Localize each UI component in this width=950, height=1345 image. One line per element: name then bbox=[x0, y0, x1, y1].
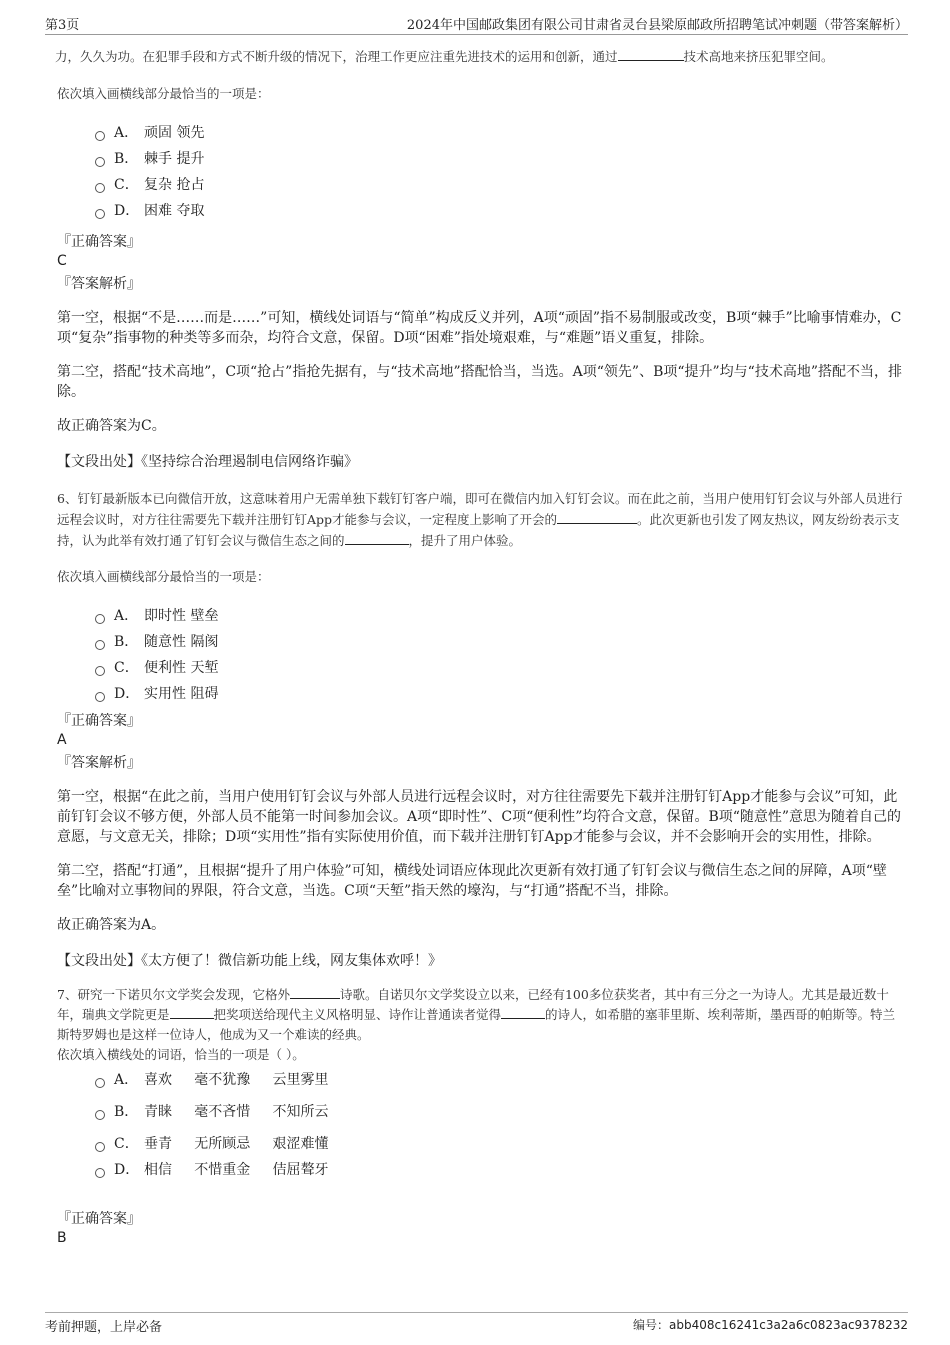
radio-icon[interactable] bbox=[95, 1142, 105, 1152]
radio-icon[interactable] bbox=[95, 692, 105, 702]
option-c[interactable]: C． 垂青 无所顾忌 艰涩难懂 bbox=[95, 1131, 905, 1157]
question-prompt: 依次填入画横线部分最恰当的一项是： bbox=[57, 569, 270, 584]
answer-label: 『正确答案』 bbox=[57, 234, 141, 250]
analysis-conclusion: 故正确答案为A。 bbox=[57, 917, 166, 933]
page-header bbox=[45, 12, 908, 35]
radio-icon[interactable] bbox=[95, 183, 105, 193]
answer-label: 『正确答案』 bbox=[57, 1211, 141, 1227]
question-7 bbox=[57, 985, 905, 1247]
radio-icon[interactable] bbox=[95, 157, 105, 167]
analysis-label: 『答案解析』 bbox=[57, 276, 141, 292]
analysis-paragraph: 第一空，根据“不是……而是……”可知，横线处词语与“简单”构成反义并列，A项“顽固”指不易制服或改变，B项“棘手”比喻事情难办，C项“复杂”指事物的种类等多而杂，均符合文意，保留。D项“困难”指处境艰难，与“难题”语义重复，排除。 bbox=[57, 310, 902, 346]
answer-label: 『正确答案』 bbox=[57, 713, 141, 729]
option-d[interactable]: D． 实用性 阻碍 bbox=[95, 681, 905, 707]
question-prompt: 依次填入横线处的词语，恰当的一项是（ ）。 bbox=[57, 1047, 305, 1062]
document-title: 2024年中国邮政集团有限公司甘肃省灵台县梁原邮政所招聘笔试冲刺题（带答案解析） bbox=[406, 18, 908, 33]
option-b[interactable]: B． 随意性 隔阂 bbox=[95, 629, 905, 655]
analysis-paragraph: 第二空，搭配“技术高地”，C项“抢占”指抢先据有，与“技术高地”搭配恰当，当选。A项“领先”、B项“提升”均与“技术高地”搭配不当，排除。 bbox=[57, 364, 902, 400]
question-text: 7、研究一下诺贝尔文学奖会发现，它格外 诗歌。自诺贝尔文学奖设立以来，已经有100多位获奖者，其中有三分之一为诗人。尤其是最近数十年，瑞典文学院更是 把奖项送给现代主义风格明显、诗作让普通读者觉得 的诗人，如希腊的塞菲里斯、埃利蒂斯，墨西哥的帕斯等。特兰斯特罗姆也是这样一位诗人，他成为又一个难读的经典。 bbox=[57, 987, 896, 1042]
option-d[interactable]: D． 相信 不惜重金 佶屈聱牙 bbox=[95, 1157, 905, 1183]
analysis-paragraph: 第二空，搭配“打通”，且根据“提升了用户体验”可知，横线处词语应体现此次更新有效打通了钉钉会议与微信生态之间的屏障，A项“壁垒”比喻对立事物间的界限，符合文意，当选。C项“天堑”指天然的壕沟，与“打通”搭配不当，排除。 bbox=[57, 863, 887, 899]
question-prompt: 依次填入画横线部分最恰当的一项是： bbox=[57, 86, 270, 101]
source-citation: 【文段出处】《太方便了！微信新功能上线，网友集体欢呼！》 bbox=[57, 953, 442, 969]
option-a[interactable]: A． 喜欢 毫不犹豫 云里雾里 bbox=[95, 1067, 905, 1093]
page-number: 第3页 bbox=[45, 18, 80, 33]
question-text: 6、钉钉最新版本已向微信开放，这意味着用户无需单独下载钉钉客户端，即可在微信内加入钉钉会议。而在此之前，当用户使用钉钉会议与外部人员进行远程会议时，对方往往需要先下载并注册钉钉App才能参与会议，一定程度上影响了开会的 。此次更新也引发了网友热议，网友纷纷表示支持，认为此举有效打通了钉钉会议与微信生态之间的 ，提升了用户体验。 bbox=[57, 491, 903, 548]
page-content bbox=[57, 40, 905, 1247]
document-id: 编号：abb408c16241c3a2a6c0823ac9378232 bbox=[632, 1318, 908, 1332]
option-b[interactable]: B． 棘手 提升 bbox=[95, 146, 905, 172]
option-d[interactable]: D． 困难 夺取 bbox=[95, 198, 905, 224]
footer-slogan: 考前押题，上岸必备 bbox=[45, 1320, 163, 1335]
question-6 bbox=[57, 488, 905, 971]
question-5 bbox=[57, 46, 905, 472]
answer-value: B bbox=[57, 1230, 67, 1246]
radio-icon[interactable] bbox=[95, 209, 105, 219]
options-list bbox=[95, 120, 905, 224]
radio-icon[interactable] bbox=[95, 1110, 105, 1120]
options-list bbox=[95, 603, 905, 707]
option-b[interactable]: B． 青睐 毫不吝惜 不知所云 bbox=[95, 1099, 905, 1125]
page-footer bbox=[45, 1312, 908, 1337]
answer-value: A bbox=[57, 732, 67, 748]
analysis-label: 『答案解析』 bbox=[57, 755, 141, 771]
analysis-paragraph: 第一空，根据“在此之前，当用户使用钉钉会议与外部人员进行远程会议时，对方往往需要先下载并注册钉钉App才能参与会议”可知，此前钉钉会议不够方便，外部人员不能第一时间参加会议。A项“即时性”、C项“便利性”均符合文意，保留。B项“随意性”意思为随着自己的意愿，与文意无关，排除；D项“实用性”指有实际使用价值，而下载并注册钉钉App才能参与会议，并不会影响开会的实用性，排除。 bbox=[57, 789, 902, 845]
radio-icon[interactable] bbox=[95, 1168, 105, 1178]
radio-icon[interactable] bbox=[95, 666, 105, 676]
option-c[interactable]: C． 便利性 天堑 bbox=[95, 655, 905, 681]
radio-icon[interactable] bbox=[95, 1078, 105, 1088]
option-a[interactable]: A． 即时性 壁垒 bbox=[95, 603, 905, 629]
radio-icon[interactable] bbox=[95, 640, 105, 650]
source-citation: 【文段出处】《坚持综合治理遏制电信网络诈骗》 bbox=[57, 454, 358, 470]
radio-icon[interactable] bbox=[95, 131, 105, 141]
option-c[interactable]: C． 复杂 抢占 bbox=[95, 172, 905, 198]
question-text: 力，久久为功。在犯罪手段和方式不断升级的情况下，治理工作更应注重先进技术的运用和创新，通过 技术高地来挤压犯罪空间。 bbox=[55, 49, 834, 64]
analysis-conclusion: 故正确答案为C。 bbox=[57, 418, 166, 434]
option-a[interactable]: A． 顽固 领先 bbox=[95, 120, 905, 146]
answer-value: C bbox=[57, 253, 67, 269]
radio-icon[interactable] bbox=[95, 614, 105, 624]
options-list bbox=[95, 1067, 905, 1183]
